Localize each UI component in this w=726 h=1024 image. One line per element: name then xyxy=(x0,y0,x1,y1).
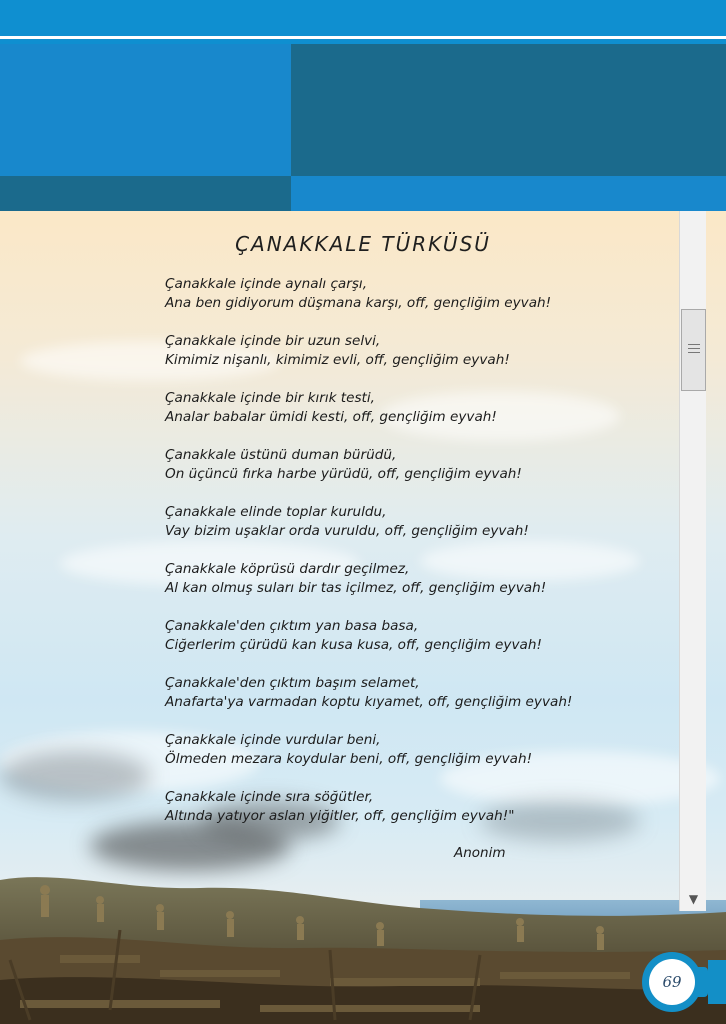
stanza xyxy=(165,332,665,370)
poem-line: Altında yatıyor aslan yiğitler, off, gençliğim eyvah!" xyxy=(165,808,515,824)
poem-line: Anafarta'ya varmadan koptu kıyamet, off, gençliğim eyvah! xyxy=(165,694,573,710)
poem-line: Al kan olmuş suları bir tas içilmez, off, gençliğim eyvah! xyxy=(165,580,547,596)
stanza xyxy=(165,617,665,655)
poem-line: Çanakkale içinde aynalı çarşı, xyxy=(165,276,368,292)
poem-author: Anonim xyxy=(454,845,506,861)
poem-line: Çanakkale köprüsü dardır geçilmez, xyxy=(165,561,410,577)
poem-line: Çanakkale içinde vurdular beni, xyxy=(165,732,381,748)
stanza xyxy=(165,560,665,598)
header-top-bar xyxy=(0,0,726,36)
battlefield-scene xyxy=(0,860,726,1024)
stanza xyxy=(165,674,665,712)
header-block-left xyxy=(0,44,291,176)
stanza xyxy=(165,503,665,541)
poem-line: Çanakkale içinde bir kırık testi, xyxy=(165,390,375,406)
scrollbar-thumb[interactable] xyxy=(681,309,706,391)
poem-line: Ölmeden mezara koydular beni, off, gençliğim eyvah! xyxy=(165,751,533,767)
poem-title: ÇANAKKALE TÜRKÜSÜ xyxy=(235,232,491,256)
stanza xyxy=(165,389,665,427)
vertical-scrollbar[interactable] xyxy=(679,211,706,911)
poem-line: Çanakkale'den çıktım yan basa basa, xyxy=(165,618,419,634)
stanza xyxy=(165,275,665,313)
poem-line: On üçüncü fırka harbe yürüdü, off, gençliğim eyvah! xyxy=(165,466,522,482)
poem-line: Çanakkale içinde sıra söğütler, xyxy=(165,789,374,805)
header-block-right xyxy=(291,44,726,176)
poem-line: Çanakkale'den çıktım başım selamet, xyxy=(165,675,420,691)
page-number-tab xyxy=(708,960,726,1004)
poem-line: Çanakkale elinde toplar kuruldu, xyxy=(165,504,387,520)
poem-body xyxy=(165,275,665,845)
poem-line: Ana ben gidiyorum düşmana karşı, off, gençliğim eyvah! xyxy=(165,295,552,311)
chevron-down-icon[interactable]: ▼ xyxy=(688,892,699,906)
header-block-left-lower xyxy=(0,176,291,211)
stanza xyxy=(165,788,665,826)
stanza xyxy=(165,731,665,769)
page-number: 69 xyxy=(649,959,695,1005)
poem-line: Ciğerlerim çürüdü kan kusa kusa, off, gençliğim eyvah! xyxy=(165,637,542,653)
header-block-right-lower xyxy=(291,176,726,211)
poem-line: Vay bizim uşaklar orda vuruldu, off, gençliğim eyvah! xyxy=(165,523,529,539)
poem-line: Kimimiz nişanlı, kimimiz evli, off, gençliğim eyvah! xyxy=(165,352,510,368)
page-number-tab-inner xyxy=(696,967,708,997)
poem-line: Analar babalar ümidi kesti, off, gençliğim eyvah! xyxy=(165,409,497,425)
poem-line: Çanakkale içinde bir uzun selvi, xyxy=(165,333,381,349)
stanza xyxy=(165,446,665,484)
poem-line: Çanakkale üstünü duman bürüdü, xyxy=(165,447,397,463)
